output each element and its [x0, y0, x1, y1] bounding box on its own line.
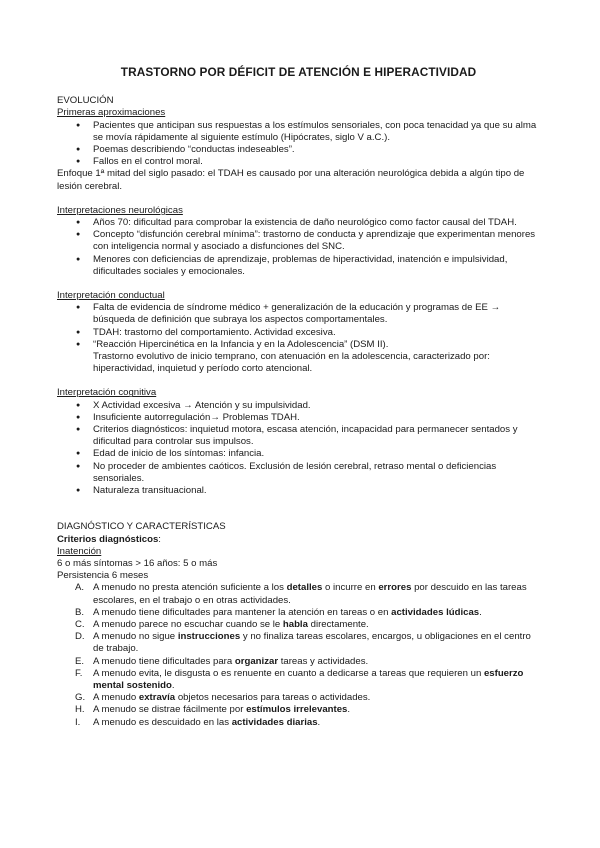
- item-marker: F.: [75, 667, 83, 679]
- criterios-label: Criterios diagnósticos: [57, 533, 159, 545]
- list-item: F. A menudo evita, le disgusta o es renuente en cuanto a dedicarse a tareas que requieren un esfuerzo mental sostenido.: [75, 667, 524, 691]
- item-marker: B.: [75, 606, 85, 618]
- list-item: ● TDAH: trastorno del comportamiento. Actividad excesiva.: [57, 327, 540, 339]
- criterios-line: [57, 534, 540, 546]
- list-item: ● Pacientes que anticipan sus respuestas a los estímulos sensoriales, con poca tenacidad ya que su alma se movía rápidamente al siguiente estímulo (Hipócrates, siglo V a.C.).: [57, 120, 540, 144]
- list-item: ● Menores con deficiencias de aprendizaje, problemas de hiperactividad, inatención e impulsividad, dificultades sociales y emocionales.: [57, 254, 540, 278]
- list-item: ● Años 70: dificultad para comprobar la existencia de daño neurológico como factor causal del TDAH.: [57, 217, 540, 229]
- sintomas-line: 6 o más síntomas > 16 años: 5 o más: [57, 557, 218, 569]
- list-cognitiva: [57, 400, 540, 498]
- list-item: ● Edad de inicio de los síntomas: infancia.: [57, 448, 540, 460]
- list-item: [57, 339, 540, 376]
- list-item: ● Naturaleza transituacional.: [57, 485, 540, 497]
- list-item: ● Poemas describiendo “conductas indeseables”.: [57, 144, 540, 156]
- list-item: ● Criterios diagnósticos: inquietud motora, escasa atención, incapacidad para permanecer sentados y dificultad para controlar sus impulsos.: [57, 424, 540, 448]
- list-item: ● Concepto “disfunción cerebral mínima”: trastorno de conducta y aprendizaje que experimentan menores con inteligencia normal y asociado a disfunciones del SNC.: [57, 229, 540, 253]
- subheading-cognitiva: Interpretación cognitiva: [57, 387, 157, 399]
- section-heading-diagnostico: DIAGNÓSTICO Y CARACTERÍSTICAS: [57, 521, 226, 533]
- section-heading-evolucion: EVOLUCIÓN: [57, 95, 114, 107]
- subheading-inatencion: Inatención: [57, 545, 102, 557]
- list-item: E. A menudo tiene dificultades para organizar tareas y actividades.: [75, 655, 369, 667]
- criterios-colon: :: [158, 533, 161, 545]
- item-marker: A.: [75, 582, 85, 594]
- list-item: G. A menudo extravía objetos necesarios para tareas o actividades.: [75, 692, 371, 704]
- list-item-line: “Reacción Hipercinética en la Infancia y en la Adolescencia” (DSM II).: [93, 338, 389, 350]
- list-item: C. A menudo parece no escuchar cuando se le habla directamente.: [75, 618, 369, 630]
- list-criterios: [57, 582, 540, 728]
- list-item: ● X Actividad excesiva → Atención y su impulsividad.: [57, 400, 540, 412]
- list-item: I. A menudo es descuidado en las actividades diarias.: [75, 716, 321, 728]
- item-marker: G.: [75, 692, 86, 704]
- list-item: ● Falta de evidencia de síndrome médico + generalización de la educación y programas de EE → búsqueda de definición que subraya los aspectos comportamentales.: [57, 302, 540, 326]
- subheading-primeras: Primeras aproximaciones: [57, 107, 166, 119]
- list-item: B. A menudo tiene dificultades para mantener la atención en tareas o en actividades lúdicas.: [75, 606, 482, 618]
- item-marker: D.: [75, 631, 85, 643]
- list-item-line: Trastorno evolutivo de inicio temprano, con atenuación en la adolescencia, caracterizado por: hiperactividad, inquietud y período corto atencional.: [93, 351, 490, 375]
- document-title: TRASTORNO POR DÉFICIT DE ATENCIÓN E HIPERACTIVIDAD: [120, 65, 477, 79]
- list-item: D. A menudo no sigue instrucciones y no finaliza tareas escolares, encargos, u obligaciones en el centro de trabajo.: [75, 631, 531, 655]
- list-item: A. A menudo no presta atención suficiente a los detalles o incurre en errores por descuido en las tareas escolares, en el trabajo o en otras actividades.: [75, 582, 527, 606]
- list-primeras: [57, 120, 540, 169]
- item-marker: I.: [75, 716, 81, 728]
- list-neurologicas: [57, 217, 540, 278]
- persistencia-line: Persistencia 6 meses: [57, 570, 149, 582]
- item-marker: C.: [75, 618, 85, 630]
- list-item: H. A menudo se distrae fácilmente por estímulos irrelevantes.: [75, 704, 351, 716]
- item-marker: E.: [75, 655, 85, 667]
- paragraph-enfoque: Enfoque 1ª mitad del siglo pasado: el TDAH es causado por una alteración neurológica debida a algún tipo de lesión cerebral.: [57, 168, 525, 192]
- list-item: ● Fallos en el control moral.: [57, 156, 540, 168]
- list-item: ● Insuficiente autorregulación→ Problemas TDAH.: [57, 412, 540, 424]
- subheading-conductual: Interpretación conductual: [57, 290, 165, 302]
- list-item: ● No proceder de ambientes caóticos. Exclusión de lesión cerebral, retraso mental o deficiencias sensoriales.: [57, 461, 540, 485]
- item-marker: H.: [75, 704, 85, 716]
- list-conductual: [57, 302, 540, 375]
- subheading-neurologicas: Interpretaciones neurológicas: [57, 204, 183, 216]
